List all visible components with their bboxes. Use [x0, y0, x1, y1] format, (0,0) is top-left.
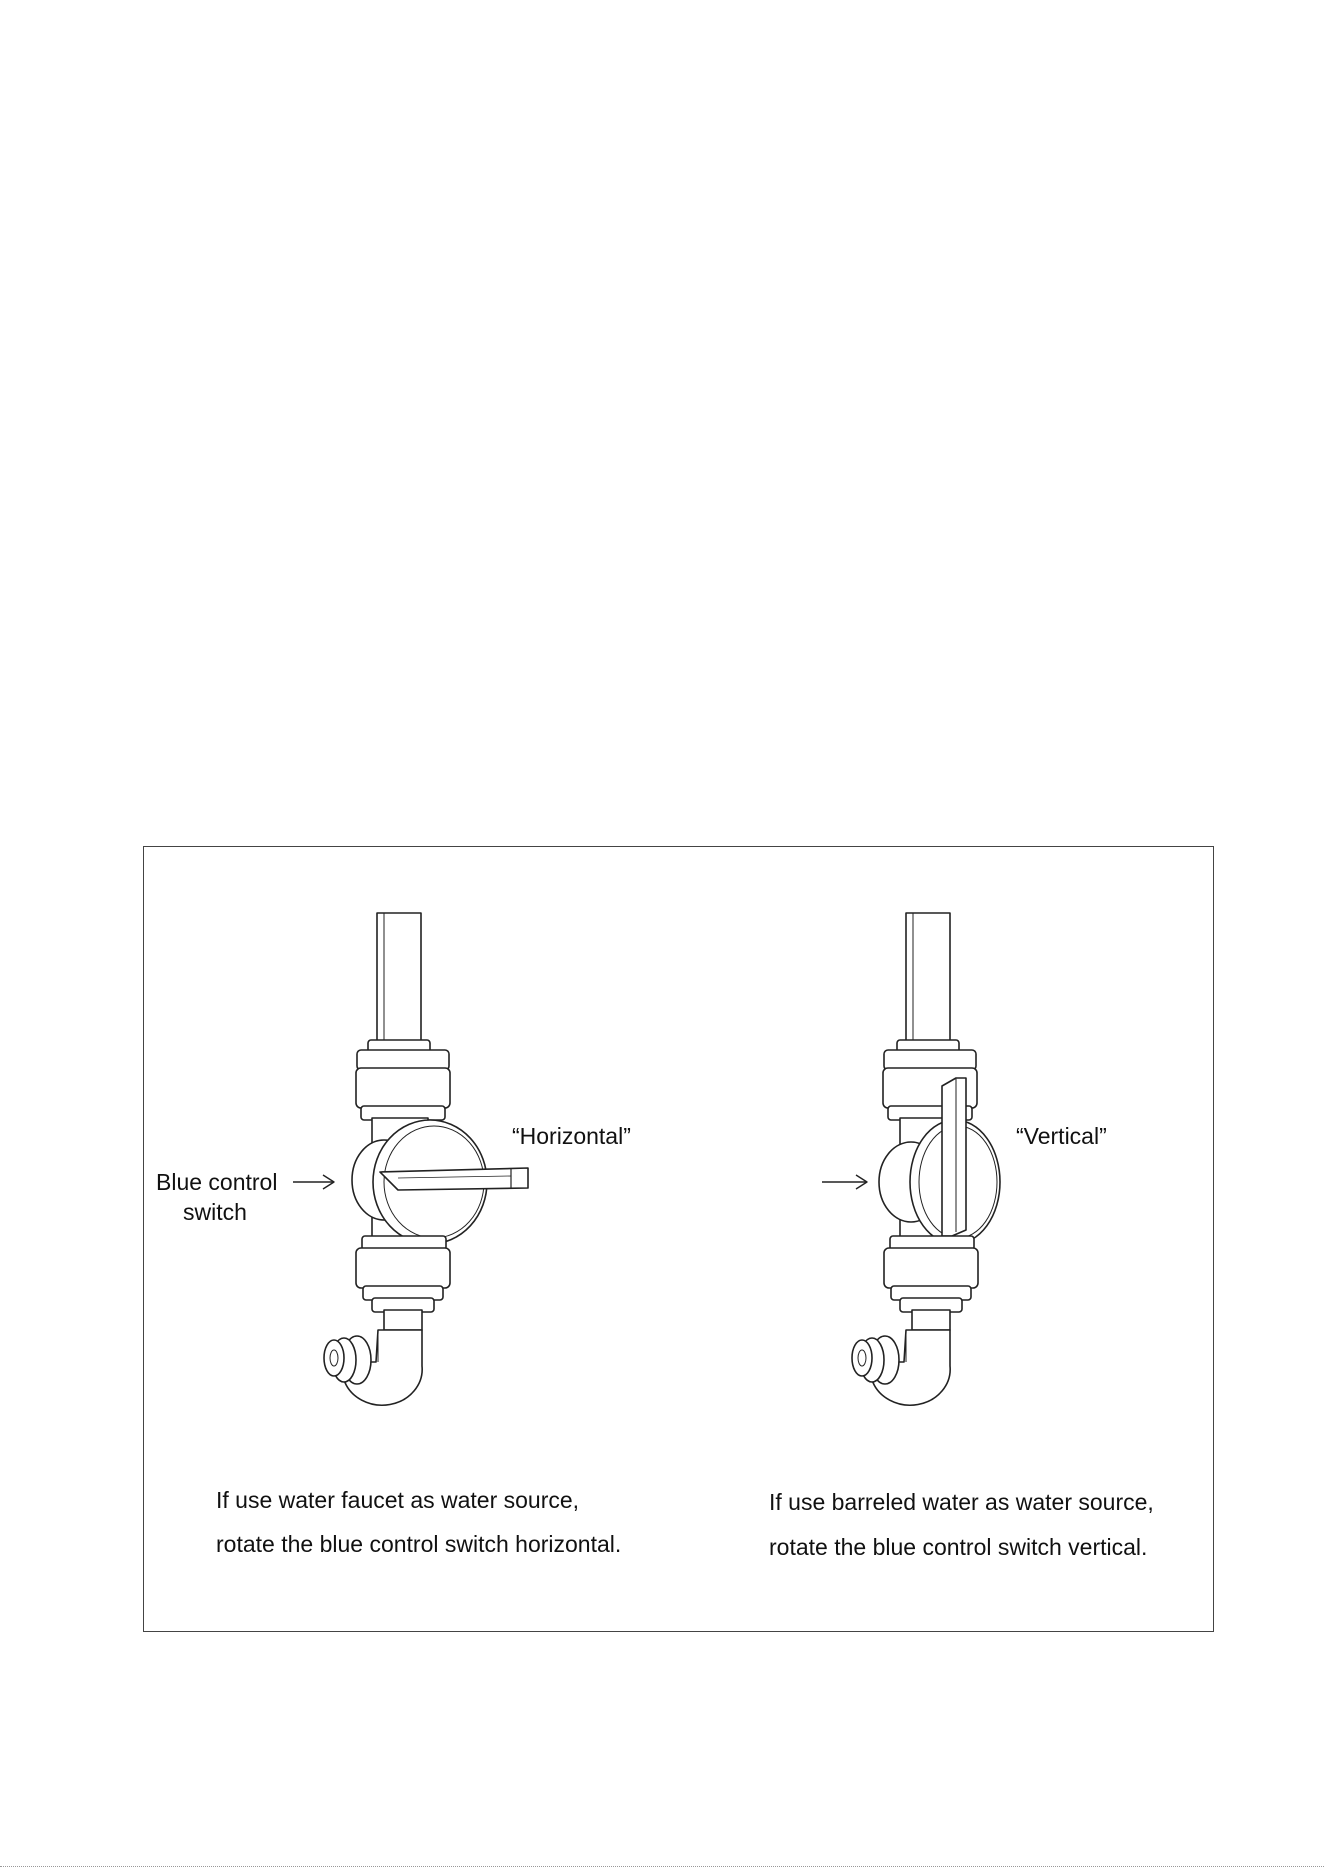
left-caption-line1: If use water faucet as water source,: [216, 1487, 580, 1513]
left-valve-drawing: [324, 913, 528, 1405]
switch-label-line2: switch: [183, 1199, 247, 1225]
right-caption-line2: rotate the blue control switch vertical.: [769, 1534, 1148, 1560]
switch-label-line1: Blue control: [156, 1169, 278, 1195]
vertical-state-label: “Vertical”: [1016, 1123, 1107, 1149]
right-caption-line1: If use barreled water as water source,: [769, 1489, 1154, 1515]
page-bottom-rule: [0, 1866, 1324, 1867]
horizontal-state-label: “Horizontal”: [512, 1123, 631, 1149]
right-valve-drawing: [852, 913, 1000, 1405]
left-caption-line2: rotate the blue control switch horizontal.: [216, 1531, 622, 1557]
